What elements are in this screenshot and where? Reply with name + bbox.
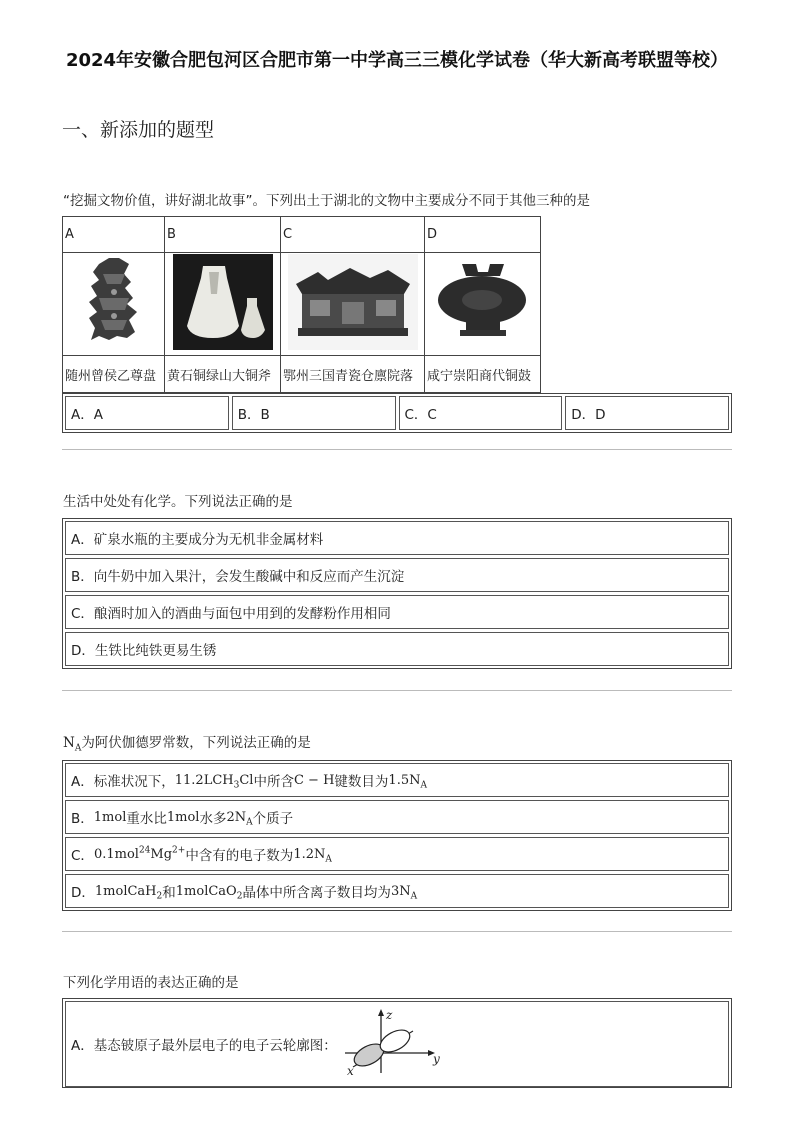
q4-option-a-text: A．基态铍原子最外层电子的电子云轮廓图： <box>71 1038 337 1054</box>
q1-image-d <box>425 253 541 356</box>
q1-options <box>62 393 732 433</box>
q3-stem: $N_A$为阿伏伽德罗常数，下列说法正确的是 <box>63 735 311 754</box>
divider <box>62 931 732 932</box>
q3-stem-symbol: $N_A$ <box>63 735 82 754</box>
q3-option-a[interactable]: A．标准状况下， $11.2LCH_3Cl$ 中所含 C − H 键数目为 $1.5N_A$ <box>65 763 729 797</box>
q2-option-b[interactable]: B．向牛奶中加入果汁，会发生酸碱中和反应而产生沉淀 <box>65 558 729 592</box>
divider <box>62 449 732 450</box>
q2-options <box>62 518 732 669</box>
axis-y-label: y <box>432 1052 440 1066</box>
q1-caption-a: 随州曾侯乙尊盘 <box>63 356 165 393</box>
q3-option-b[interactable]: B． 1mol 重水比 1mol 水多 $2N_A$ 个质子 <box>65 800 729 834</box>
q4-option-a[interactable] <box>65 1001 729 1087</box>
q1-image-b <box>165 253 281 356</box>
q1-header-a: A <box>63 217 165 253</box>
q1-header-b: B <box>165 217 281 253</box>
q2-stem: 生活中处处有化学。下列说法正确的是 <box>63 494 293 510</box>
q1-option-a[interactable]: A．A <box>65 396 229 430</box>
q3-option-c[interactable]: C． $0.1mol^{24}Mg^{2+}$ 中含有的电子数为 $1.2N_A$ <box>65 837 729 871</box>
q1-header-c: C <box>281 217 425 253</box>
q1-image-c <box>281 253 425 356</box>
q1-image-a <box>63 253 165 356</box>
q1-header-d: D <box>425 217 541 253</box>
axe-image <box>173 254 273 350</box>
q1-caption-c: 鄂州三国青瓷仓廪院落 <box>281 356 425 393</box>
q2-option-a[interactable]: A．矿泉水瓶的主要成分为无机非金属材料 <box>65 521 729 555</box>
q3-options <box>62 760 732 911</box>
q2-option-d[interactable]: D．生铁比纯铁更易生锈 <box>65 632 729 666</box>
q1-option-b[interactable]: B．B <box>232 396 396 430</box>
q1-caption-d: 咸宁崇阳商代铜鼓 <box>425 356 541 393</box>
axis-z-label: z <box>385 1008 393 1022</box>
q1-caption-b: 黄石铜绿山大铜斧 <box>165 356 281 393</box>
q1-option-c[interactable]: C．C <box>399 396 563 430</box>
axis-x-label: x <box>346 1064 354 1077</box>
page-title: 2024年安徽合肥包河区合肥市第一中学高三三模化学试卷（华大新高考联盟等校） <box>65 50 729 71</box>
q4-options <box>62 998 732 1088</box>
q2-option-c[interactable]: C．酿酒时加入的酒曲与面包中用到的发酵粉作用相同 <box>65 595 729 629</box>
zun-pan-image <box>69 254 159 350</box>
q1-artifact-table <box>62 216 541 393</box>
bronze-drum-image <box>430 254 535 350</box>
divider <box>62 690 732 691</box>
section-heading: 一、新添加的题型 <box>62 119 215 141</box>
q4-stem: 下列化学用语的表达正确的是 <box>63 975 239 991</box>
electron-cloud-diagram <box>343 1007 443 1077</box>
q1-stem: “挖掘文物价值，讲好湖北故事”。下列出土于湖北的文物中主要成分不同于其他三种的是 <box>63 193 590 209</box>
q3-option-d[interactable]: D． 1molCaH$_2$ 和 1molCaO$_2$ 晶体中所含离子数目均为 $3N_A$ <box>65 874 729 908</box>
granary-image <box>288 254 418 350</box>
q1-option-d[interactable]: D．D <box>565 396 729 430</box>
